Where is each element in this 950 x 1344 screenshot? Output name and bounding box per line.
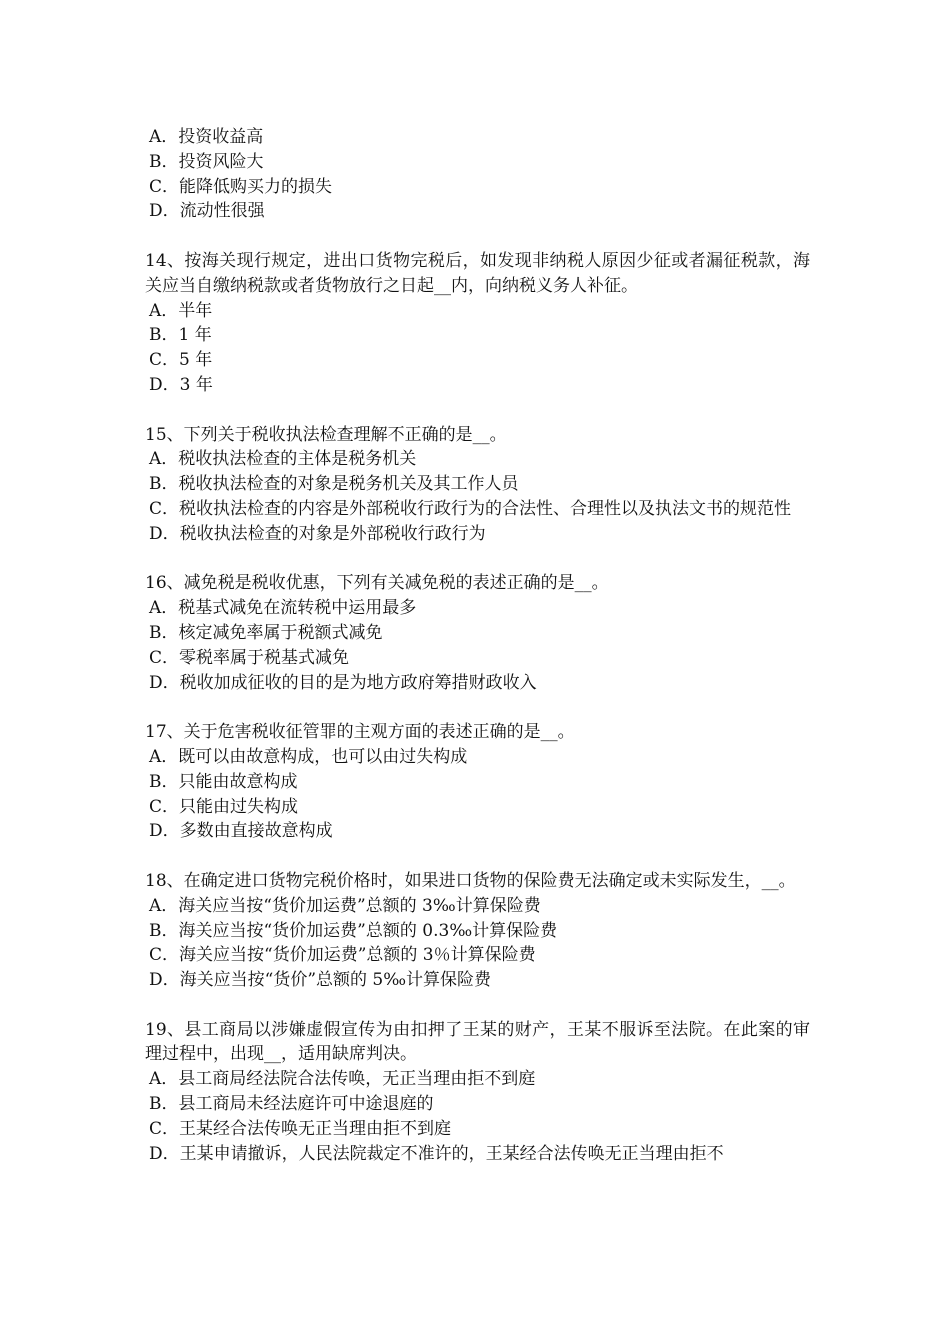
option-d: D．税收加成征收的目的是为地方政府筹措财政收入: [149, 672, 537, 693]
option-b: B．海关应当按“货价加运费”总额的 0.3‰计算保险费: [149, 920, 558, 941]
option-a: A．税基式减免在流转税中运用最多: [149, 598, 417, 619]
option-d: D．流动性很强: [149, 201, 265, 222]
question-list: [145, 125, 810, 1191]
option-a: A．既可以由故意构成，也可以由过失构成: [149, 746, 468, 767]
option-c: C．海关应当按“货价加运费”总额的 3％计算保险费: [149, 945, 536, 966]
option-a: A．半年: [149, 300, 213, 321]
question-16: [145, 571, 810, 695]
question-text: 17、关于危害税收征管罪的主观方面的表述正确的是__。: [145, 722, 575, 743]
option-d: D．税收执法检查的对象是外部税收行政行为: [149, 523, 486, 544]
option-c: C．只能由过失构成: [149, 796, 299, 817]
option-d: D．多数由直接故意构成: [149, 821, 333, 842]
option-b: B．1 年: [149, 325, 212, 346]
option-c: C．能降低购买力的损失: [149, 176, 333, 197]
option-b: B．投资风险大: [149, 151, 264, 172]
option-c: C．王某经合法传唤无正当理由拒不到庭: [149, 1118, 452, 1139]
question-text: 16、减免税是税收优惠，下列有关减免税的表述正确的是__。: [145, 573, 609, 594]
option-c: C．5 年: [149, 350, 213, 371]
question-13-tail: [145, 125, 810, 224]
option-d: D．海关应当按“货价”总额的 5‰计算保险费: [149, 970, 492, 991]
question-text: 18、在确定进口货物完税价格时，如果进口货物的保险费无法确定或未实际发生，__。: [145, 870, 796, 891]
option-c: C．税收执法检查的内容是外部税收行政行为的合法性、合理性以及执法文书的规范性: [149, 498, 792, 519]
question-14: [145, 249, 810, 398]
question-17: [145, 720, 810, 844]
option-b: B．税收执法检查的对象是税务机关及其工作人员: [149, 474, 519, 495]
question-19: [145, 1018, 810, 1167]
option-a: A．海关应当按“货价加运费”总额的 3‰计算保险费: [149, 895, 541, 916]
option-d: D．王某申请撤诉，人民法院裁定不准许的，王某经合法传唤无正当理由拒不: [149, 1143, 724, 1164]
question-text: 14、按海关现行规定，进出口货物完税后，如发现非纳税人原因少征或者漏征税款，海关应当自缴纳税款或者货物放行之日起__内，向纳税义务人补征。: [145, 250, 810, 296]
option-a: A．税收执法检查的主体是税务机关: [149, 449, 417, 470]
question-15: [145, 423, 810, 547]
question-text: 19、县工商局以涉嫌虚假宣传为由扣押了王某的财产，王某不服诉至法院。在此案的审理过程中，出现__，适用缺席判决。: [145, 1019, 810, 1065]
option-b: B．只能由故意构成: [149, 771, 298, 792]
option-b: B．核定减免率属于税额式减免: [149, 622, 383, 643]
question-18: [145, 869, 810, 993]
question-text: 15、下列关于税收执法检查理解不正确的是__。: [145, 424, 507, 445]
option-a: A．县工商局经法院合法传唤，无正当理由拒不到庭: [149, 1069, 536, 1090]
option-d: D．3 年: [149, 374, 213, 395]
option-b: B．县工商局未经法庭许可中途退庭的: [149, 1094, 434, 1115]
option-a: A．投资收益高: [149, 127, 264, 147]
option-c: C．零税率属于税基式减免: [149, 647, 350, 668]
